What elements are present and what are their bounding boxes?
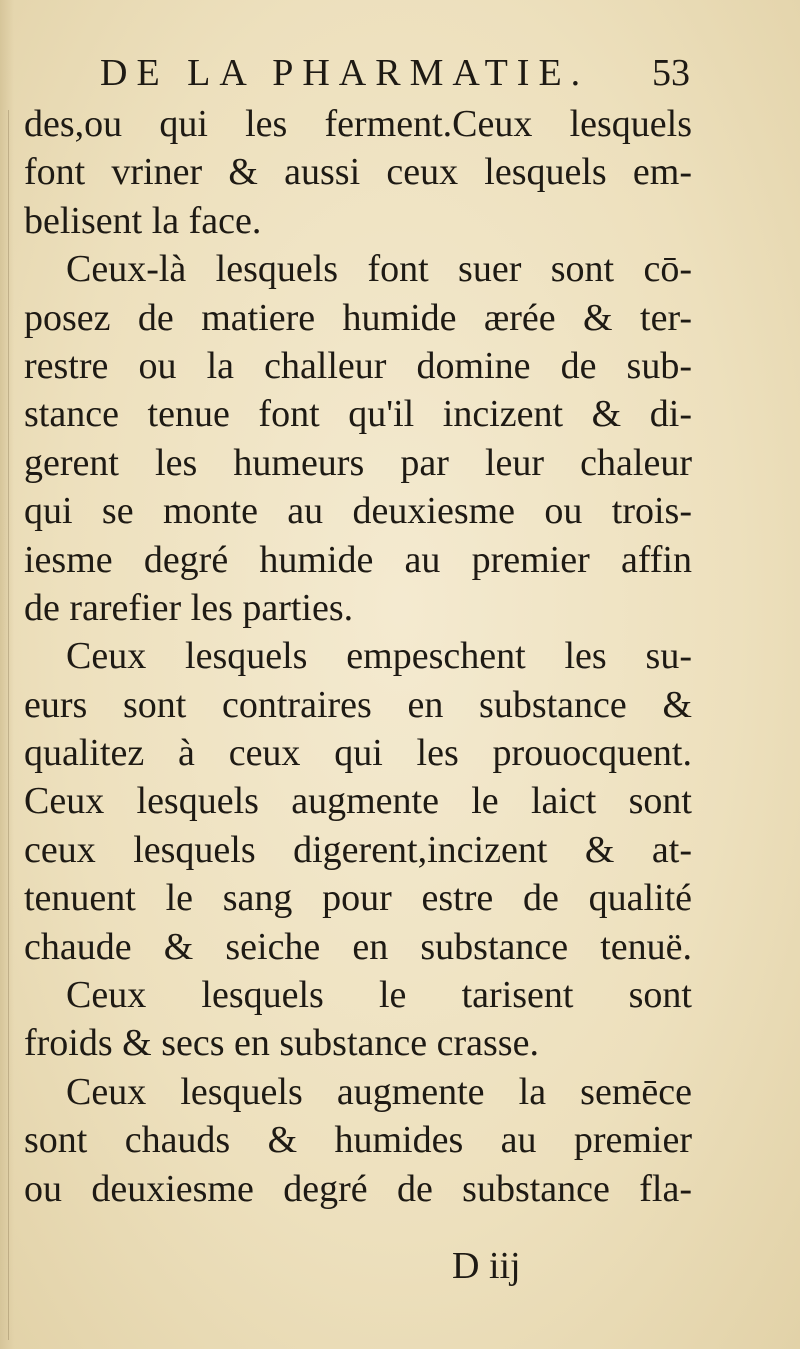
running-title: DE LA PHARMATIE. [100, 52, 590, 94]
text-line: tenuent le sang pour estre de qualité [24, 877, 692, 920]
page-number: 53 [652, 52, 690, 94]
text-line: chaude & seiche en substance tenuë. [24, 925, 692, 968]
text-line: des,ou qui les ferment.Ceux lesquels [24, 103, 692, 145]
text-line: de rarefier les parties. [24, 586, 354, 629]
page-binding-edge [0, 0, 14, 1349]
text-line: font vriner & aussi ceux lesquels em- [24, 151, 692, 194]
signature-mark: D iij [452, 1245, 521, 1287]
text-line: Ceux lesquels empeschent les su- [66, 635, 692, 678]
body-text [24, 100, 692, 1213]
text-line: qui se monte au deuxiesme ou trois- [24, 490, 692, 533]
text-line: froids & secs en substance crasse. [24, 1022, 539, 1065]
gutter-line [8, 110, 9, 1340]
text-line: ou deuxiesme degré de substance fla- [24, 1167, 692, 1210]
text-line: Ceux-là lesquels font suer sont cō- [66, 248, 692, 291]
text-line: gerent les humeurs par leur chaleur [24, 441, 692, 484]
text-line: qualitez à ceux qui les prouocquent. [24, 732, 692, 775]
text-line: ceux lesquels digerent,incizent & at- [24, 828, 692, 871]
text-line: posez de matiere humide ærée & ter- [24, 296, 692, 339]
text-line: eurs sont contraires en substance & [24, 683, 692, 726]
text-line: restre ou la challeur domine de sub- [24, 344, 692, 387]
page-header [100, 48, 690, 98]
text-line: Ceux lesquels le tarisent sont [66, 974, 692, 1017]
text-line: Ceux lesquels augmente la semēce [66, 1070, 692, 1113]
text-line: iesme degré humide au premier affin [24, 538, 692, 581]
text-line: Ceux lesquels augmente le laict sont [24, 780, 692, 823]
text-line: stance tenue font qu'il incizent & di- [24, 393, 692, 436]
text-line: belisent la face. [24, 199, 262, 242]
text-line: sont chauds & humides au premier [24, 1119, 692, 1162]
